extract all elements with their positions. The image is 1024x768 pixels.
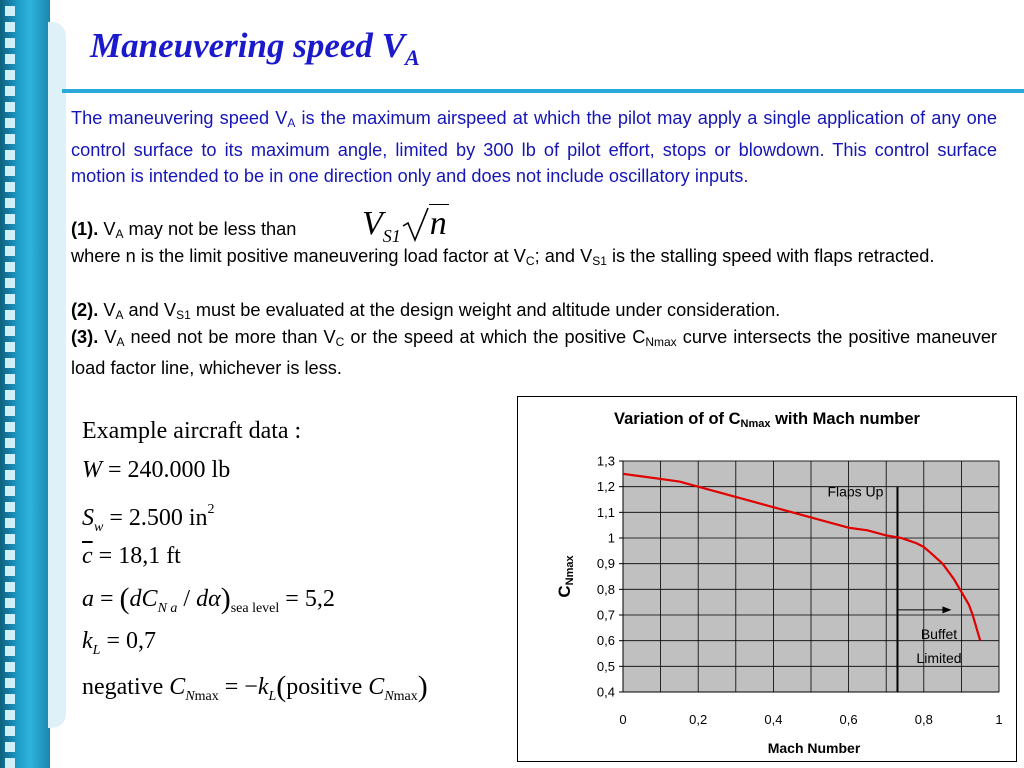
lift-slope-sub-na: N a <box>157 601 178 616</box>
title-subscript: A <box>405 45 420 70</box>
side-panel <box>48 22 66 728</box>
formula-n: n <box>429 205 447 242</box>
lift-slope-equation <box>82 582 335 617</box>
rule-3-sub-3: Nmax <box>645 335 677 349</box>
neg-left-paren: ( <box>276 670 287 703</box>
x-tick-label: 0,4 <box>764 712 783 727</box>
neg-c-2: C <box>368 674 385 700</box>
rule-3-text-3: or the speed at which the positive C <box>344 327 646 347</box>
where-sub-1: C <box>525 254 535 268</box>
where-sub-2: S1 <box>592 254 607 268</box>
x-tick-label: 0 <box>619 712 627 727</box>
y-tick-label: 1,1 <box>596 504 615 520</box>
load-factor-coefficient-equation <box>82 628 156 659</box>
aircraft-data-heading: Example aircraft data : <box>82 418 302 444</box>
y-tick-label: 0,4 <box>596 684 615 700</box>
where-text-1: where n is the limit positive maneuvering load factor at V <box>71 246 526 266</box>
intro-text-1: The maneuvering speed V <box>71 108 288 128</box>
neg-k-sub: L <box>268 689 277 704</box>
rule-1-text-2: may not be less than <box>123 219 297 239</box>
slide-title <box>90 26 420 70</box>
weight-symbol: W <box>82 457 102 483</box>
lift-slope-value: = 5,2 <box>279 586 335 612</box>
y-tick-label: 0,8 <box>596 581 615 597</box>
negative-cnmax-equation <box>82 670 428 705</box>
rule-3 <box>71 324 997 381</box>
annotation-buffet: Buffet <box>920 626 958 642</box>
x-tick-label: 1 <box>995 712 1003 727</box>
rule-2-sub-2: S1 <box>176 308 191 322</box>
x-tick-label: 0,6 <box>839 712 858 727</box>
y-tick-label: 1,3 <box>596 453 615 469</box>
kl-symbol: k <box>82 628 93 654</box>
y-axis-label-main: C <box>555 585 574 598</box>
formula-v: V <box>362 205 383 242</box>
binder-strip <box>0 0 50 768</box>
neg-text-2: positive <box>286 674 369 700</box>
annotation-limited: Limited <box>916 650 962 666</box>
rule-3-text-2: need not be more than V <box>124 327 336 347</box>
where-text-2: ; and V <box>534 246 593 266</box>
neg-sub-n-2: N <box>384 689 394 704</box>
y-axis-label <box>555 555 576 598</box>
x-tick-label: 0,2 <box>689 712 708 727</box>
neg-k: k <box>257 674 269 700</box>
rule-2-text-2: and V <box>123 300 177 320</box>
cnmax-chart <box>517 396 1017 762</box>
wing-area-exponent: 2 <box>207 502 215 517</box>
neg-equals: = − <box>218 674 258 700</box>
rule-2-text-1: V <box>98 300 116 320</box>
wing-area-symbol: S <box>82 505 94 531</box>
y-tick-label: 1 <box>607 530 615 546</box>
x-axis-label: Mach Number <box>767 740 861 756</box>
weight-equation <box>82 457 230 484</box>
chord-symbol: $\overline{c}$ <box>82 543 93 569</box>
y-tick-label: 0,6 <box>596 633 615 649</box>
title-divider <box>62 89 1024 93</box>
rule-2-number: (2). <box>71 300 99 320</box>
neg-sub-n-1: N <box>185 689 195 704</box>
intro-paragraph <box>71 105 997 190</box>
chart-title-text-1: Variation of of C <box>614 410 741 428</box>
y-tick-label: 0,5 <box>596 658 615 674</box>
rule-3-sub-2: C <box>335 335 345 349</box>
rule-3-sub-1: A <box>116 335 125 349</box>
lift-slope-sub-sea-level: sea level <box>230 601 280 616</box>
binder-holes <box>5 0 15 768</box>
neg-sub-max-1: max <box>194 689 219 704</box>
neg-text-1: negative <box>82 674 170 700</box>
x-tick-label: 0,8 <box>914 712 933 727</box>
rule-1-where <box>71 243 997 274</box>
min-speed-formula <box>362 205 449 247</box>
kl-value: = 0,7 <box>100 628 156 654</box>
title-main: Maneuvering speed V <box>90 26 405 65</box>
lift-slope-dc: dC <box>129 586 158 612</box>
lift-slope-d: d <box>196 586 209 612</box>
intro-text-2: is the maximum airspeed at which the pilot may apply a single application of any one control surface to its maximum angle, limited by 300 lb of pilot effort, stops or blowdown. This control surface motion is intended to be in one direction only and does not include oscillatory inputs. <box>71 108 997 186</box>
weight-value: = 240.000 lb <box>102 457 231 483</box>
rule-3-number: (3). <box>71 327 99 347</box>
y-axis-label-sub: Nmax <box>564 555 576 586</box>
where-text-3: is the stalling speed with flaps retracted. <box>606 246 935 266</box>
y-tick-label: 1,2 <box>596 479 615 495</box>
y-tick-label: 0,7 <box>596 607 615 623</box>
rule-3-text-4: curve intersects the positive maneuver load factor line, whichever is less. <box>71 327 997 378</box>
y-tick-label: 0,9 <box>596 556 615 572</box>
chart-title-text-2: with Mach number <box>770 410 920 428</box>
rule-1-sub-1: A <box>115 227 124 241</box>
intro-sub-1: A <box>287 116 296 130</box>
wing-area-value: = 2.500 in <box>103 505 208 531</box>
chart-title-sub: Nmax <box>740 418 771 430</box>
lift-slope-right-paren: ) <box>220 582 231 615</box>
neg-sub-max-2: max <box>393 689 418 704</box>
wing-area-subscript: w <box>94 520 104 535</box>
neg-c-1: C <box>169 674 186 700</box>
lift-slope-left-paren: ( <box>119 582 130 615</box>
annotation-flaps-up: Flaps Up <box>827 483 884 500</box>
rule-3-text-1: V <box>98 327 117 347</box>
wing-area-equation <box>82 502 215 536</box>
chord-value: = 18,1 ft <box>92 543 181 569</box>
sqrt-icon <box>401 206 429 240</box>
rule-2-sub-1: A <box>115 308 124 322</box>
formula-subscript: S1 <box>382 226 401 246</box>
lift-slope-equals: = <box>94 586 120 612</box>
lift-slope-symbol: a <box>82 586 94 612</box>
rule-1-text-1: V <box>98 219 116 239</box>
chord-equation <box>82 543 181 570</box>
rule-2-text-3: must be evaluated at the design weight and altitude under consideration. <box>190 300 781 320</box>
neg-right-paren: ) <box>417 670 428 703</box>
lift-slope-alpha: α <box>208 586 221 612</box>
rule-1-number: (1). <box>71 219 99 239</box>
lift-slope-slash: / <box>177 586 197 612</box>
kl-subscript: L <box>92 643 101 658</box>
